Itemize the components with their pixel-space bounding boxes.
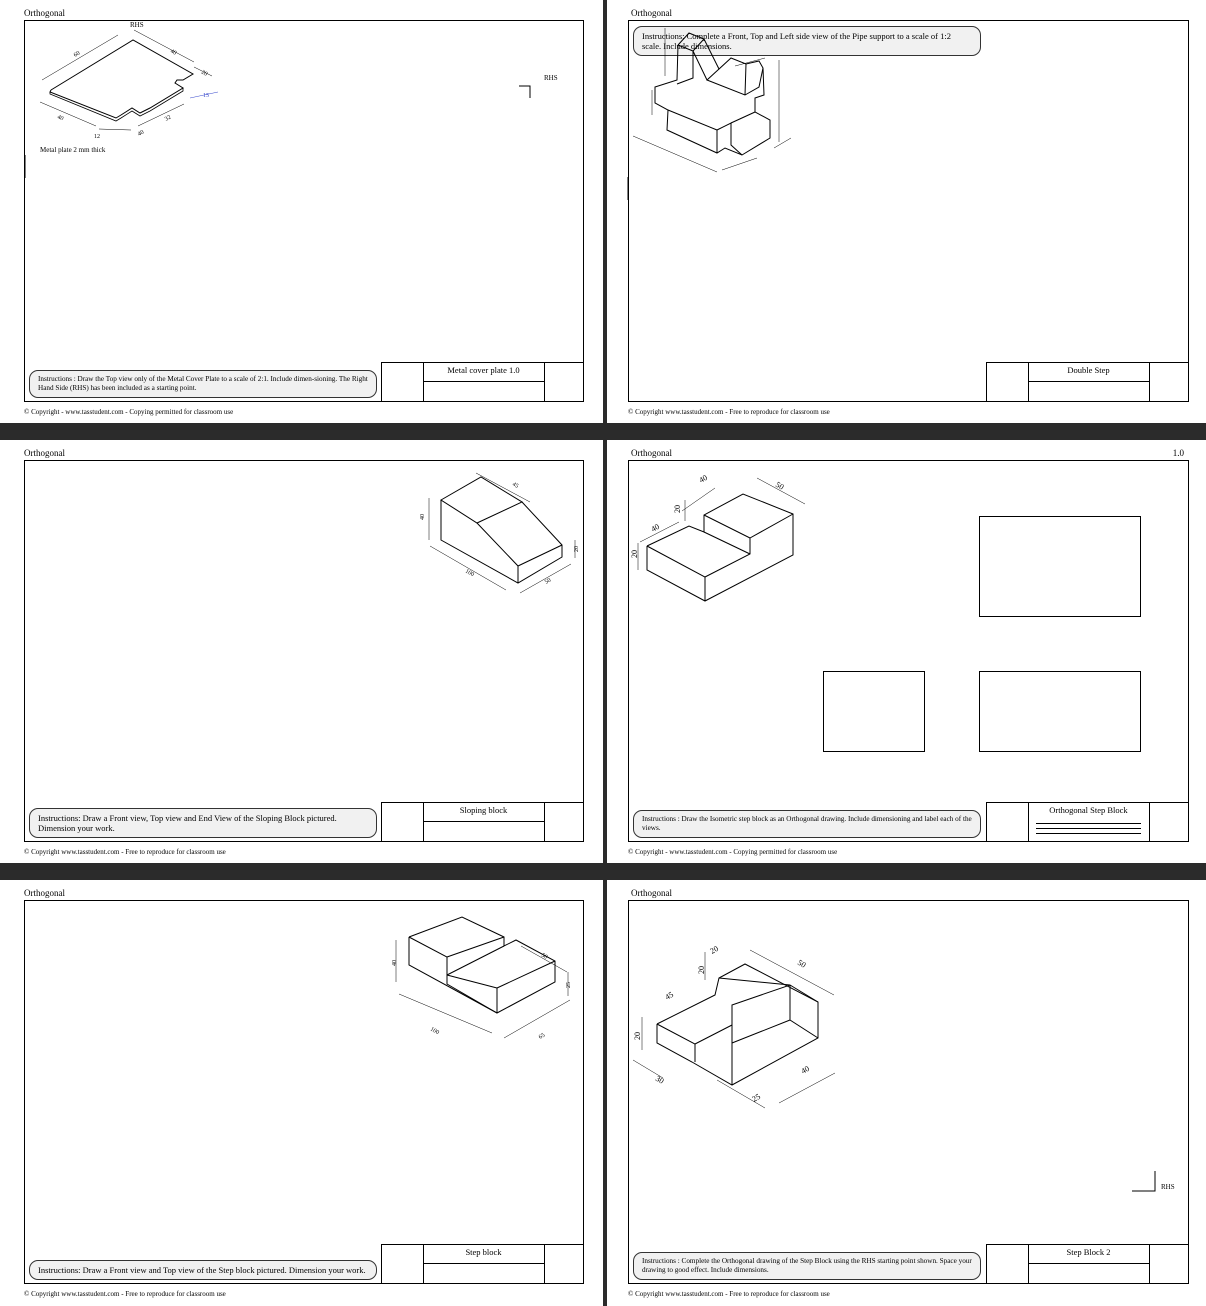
worksheet-double-step [607,0,1206,423]
dim-label: 20 [697,966,706,974]
dim-label: 50 [796,957,808,970]
drawing-title: Double Step [1067,365,1110,375]
plate-note: Metal plate 2 mm thick [40,146,106,154]
dim-label: 65 [538,1032,547,1041]
worksheet-orthogonal-step-block [607,440,1206,863]
version-label: 1.0 [1172,448,1184,458]
dim-label: 15 [203,93,209,99]
instructions-box: Instructions: Draw a Front view, Top view and End View of the Sloping Block pictured. Dimension your work. [29,808,377,838]
dim-label: 20 [574,546,580,552]
dim-label: 40 [137,129,146,138]
copyright: © Copyright www.tasstudent.com - Free to reproduce for classroom use [628,408,830,416]
copyright: © Copyright www.tasstudent.com - Free to reproduce for classroom use [628,1290,830,1298]
isometric-step-block-drawing [607,440,1206,863]
dim-label: 20 [200,69,209,78]
dim-label: 40 [649,521,661,534]
drawing-title: Sloping block [459,805,508,815]
dim-label: 20 [633,1032,642,1040]
dim-label: 40 [799,1063,811,1076]
rhs-top-label: RHS [130,21,144,29]
dim-label: 45 [511,481,520,490]
dim-label: 60 [73,50,82,59]
dim-label: 45 [663,989,675,1002]
sheet-header: Orthogonal [24,888,65,898]
isometric-plate-drawing [0,0,603,423]
isometric-step-block-2-drawing [607,880,1206,1306]
dim-label: 100 [429,1026,440,1037]
rhs-side-label: RHS [544,74,558,82]
dim-label: 40 [56,114,65,123]
dim-label: 30 [654,1073,666,1086]
copyright: © Copyright - www.tasstudent.com - Copying permitted for classroom use [24,408,234,416]
dim-label: 20 [630,550,639,558]
isometric-sloping-block-drawing [0,440,603,863]
isometric-step-block-drawing [0,880,603,1306]
copyright: © Copyright www.tasstudent.com - Free to reproduce for classroom use [24,1290,226,1298]
dim-label: 40 [697,472,709,485]
worksheet-metal-cover-plate [0,0,603,423]
dim-label: 50 [774,479,786,492]
dim-label: 25 [566,982,572,988]
dim-label: 20 [673,505,682,513]
isometric-pipe-support-drawing [607,0,1206,423]
dim-label: 40 [392,960,398,966]
sheet-header: Orthogonal [631,8,672,18]
instructions-box: Instructions : Draw the Isometric step block as an Orthogonal drawing. Include dimensioning and label each of the views. [633,810,981,838]
dim-label: 32 [164,114,173,123]
copyright: © Copyright - www.tasstudent.com - Copying permitted for classroom use [628,848,838,856]
instructions-box: Instructions : Complete the Orthogonal drawing of the Step Block using the RHS starting point shown. Space your drawing to good effect. Include dimensions. [633,1252,981,1280]
rhs-label: RHS [1161,1183,1175,1191]
worksheet-sloping-block [0,440,603,863]
sheet-header: Orthogonal [24,8,65,18]
dim-label: 50 [540,952,549,961]
instructions-box: Instructions : Draw the Top view only of the Metal Cover Plate to a scale of 2:1. Include dimen-sioning. The Right Hand Side (RHS) has been included as a starting point. [29,370,377,398]
dim-label: 40 [169,48,178,57]
dim-label: 100 [464,568,475,579]
instructions-box: Instructions: Draw a Front view and Top view of the Step block pictured. Dimension your work. [29,1260,377,1280]
drawing-title: Step Block 2 [1066,1247,1111,1257]
copyright: © Copyright www.tasstudent.com - Free to reproduce for classroom use [24,848,226,856]
worksheet-step-block [0,880,603,1306]
instructions-box: Instructions: Complete a Front, Top and Left side view of the Pipe support to a scale of 1:2 scale. Include dimensions. [633,26,981,56]
worksheet-step-block-2 [607,880,1206,1306]
drawing-title: Step block [465,1247,502,1257]
drawing-title: Metal cover plate 1.0 [447,365,520,375]
dim-label: 12 [94,134,100,140]
sheet-header: Orthogonal [631,888,672,898]
sheet-header: Orthogonal [631,448,672,458]
dim-label: 50 [544,577,553,586]
drawing-title: Orthogonal Step Block [1049,805,1128,815]
dim-label: 20 [708,943,720,956]
sheet-header: Orthogonal [24,448,65,458]
dim-label: 25 [750,1091,762,1104]
dim-label: 40 [420,514,426,520]
